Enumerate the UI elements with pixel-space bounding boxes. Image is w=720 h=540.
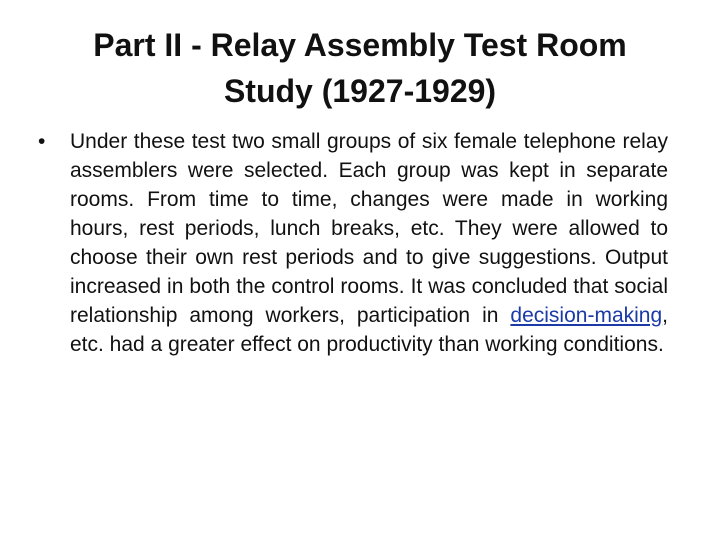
bullet-item — [38, 127, 668, 359]
title-line-1: Part II - Relay Assembly Test Room — [93, 27, 627, 63]
bullet-dot-icon: • — [38, 130, 46, 153]
decision-making-link[interactable]: decision-making — [510, 304, 663, 327]
bullet-text — [70, 127, 668, 359]
title-line-2: Study (1927-1929) — [223, 73, 497, 109]
bullet-text-before-link: Under these test two small groups of six female telephone relay assemblers were selected. Each group was kept in separate rooms. From time to time, changes were made in working hours, rest periods, lunch breaks, etc. They were allowed to choose their own rest periods and to give suggestions. Output increased in both the control rooms. It was concluded that social relationship among workers, participation in — [70, 130, 668, 327]
bullet-text-after-link: , etc. had a greater effect on productivity than working conditions. — [70, 304, 668, 356]
slide-title — [40, 22, 680, 114]
